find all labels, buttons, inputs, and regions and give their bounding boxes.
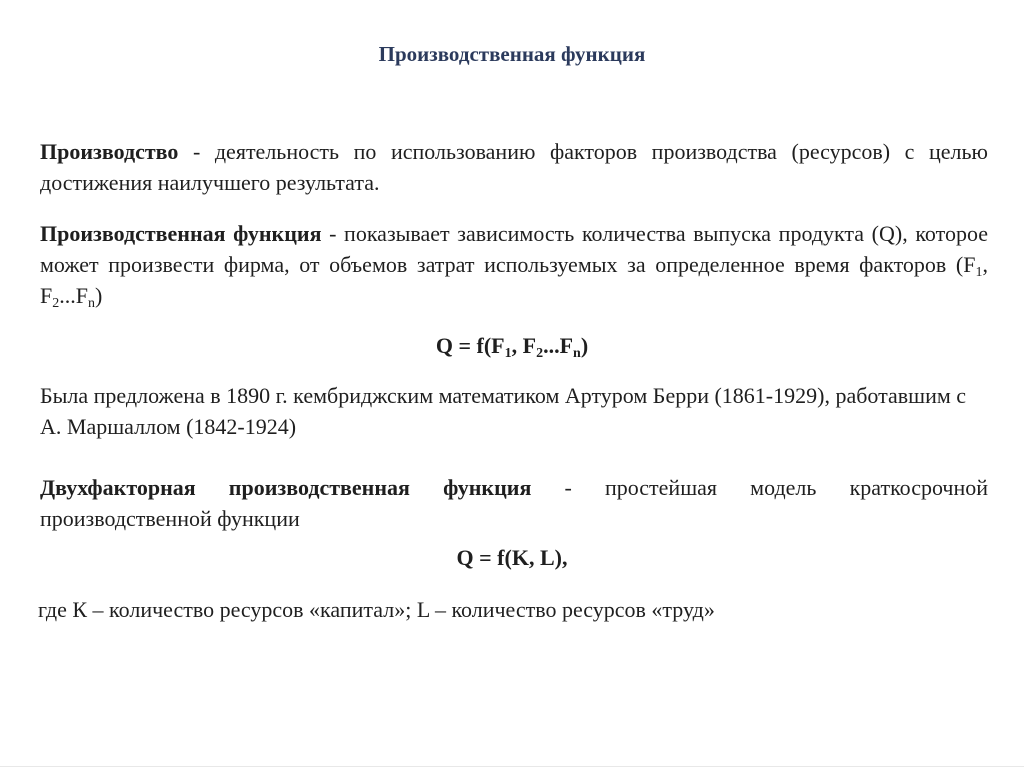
production-formula — [0, 333, 1024, 359]
factor-close: ) — [95, 283, 103, 308]
production-definition-text: - деятельность по использованию факторов производства (ресурсов) с целью достижения наилучшего результата. — [40, 139, 988, 195]
subscript-2: 2 — [52, 296, 60, 311]
production-function-definition — [40, 218, 988, 311]
production-function-term: Производственная функция — [40, 221, 322, 246]
formula-lhs: Q = f(F — [435, 333, 505, 358]
subscript-1: 1 — [975, 265, 983, 280]
slide-title: Производственная функция — [378, 42, 646, 66]
two-factor-term: Двухфакторная производственная функция — [40, 475, 532, 500]
production-term: Производство — [40, 139, 179, 164]
formula-sub-1: 1 — [504, 346, 512, 361]
subscript-n: n — [88, 296, 95, 311]
formula-separator: , F — [511, 333, 537, 358]
formula-ellipsis: ...F — [543, 333, 574, 358]
production-function-text: - показывает зависимость количества выпуска продукта (Q), которое может произвести фирма, от объемов затрат используемых за определенное время факторов (F — [40, 221, 988, 277]
two-factor-formula: Q = f(K, L), — [456, 545, 568, 570]
formula-sub-n: n — [573, 346, 581, 361]
formula-sub-2: 2 — [536, 346, 544, 361]
two-factor-text: - простейшая модель краткосрочной производственной функции — [40, 475, 989, 531]
variables-legend: где К – количество ресурсов «капитал»; L – количество ресурсов «труд» — [38, 597, 715, 622]
history-note: Была предложена в 1890 г. кембриджским математиком Артуром Берри (1861-1929), работавшим с А. Маршаллом (1842-1924) — [40, 383, 967, 439]
production-definition — [40, 136, 988, 198]
factor-ellipsis: ...F — [59, 283, 88, 308]
two-factor-definition — [40, 472, 988, 534]
formula-close: ) — [580, 333, 589, 358]
factor-separator: , F — [40, 252, 988, 308]
